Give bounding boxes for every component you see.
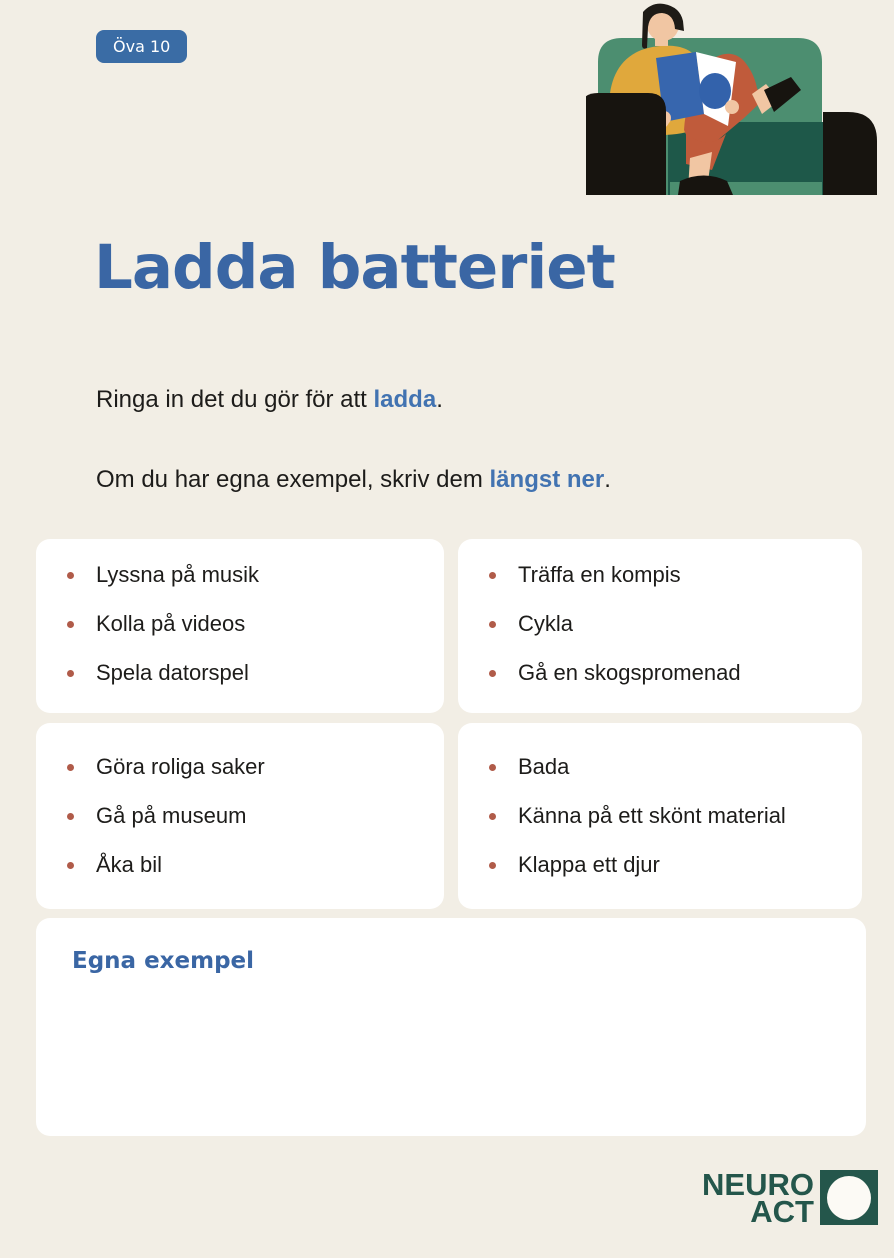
instruction-line-1 xyxy=(96,386,443,414)
instruction-1-keyword: ladda xyxy=(373,386,437,413)
list-item-label: Gå en skogspromenad xyxy=(518,660,741,686)
instruction-2-keyword: längst ner xyxy=(489,466,605,493)
list-item xyxy=(96,755,434,779)
list-item-label: Klappa ett djur xyxy=(518,852,660,878)
list-item xyxy=(518,563,852,587)
list-item-label: Gå på museum xyxy=(96,803,247,829)
logo-line-2: ACT xyxy=(750,1193,814,1229)
activity-card-3 xyxy=(36,723,444,909)
own-examples-card xyxy=(36,918,866,1136)
list-item-label: Cykla xyxy=(518,611,574,637)
list-item-label: Känna på ett skönt material xyxy=(518,803,786,829)
own-examples-writing-area xyxy=(36,990,866,1136)
list-item xyxy=(96,853,434,877)
activity-card-1 xyxy=(36,539,444,713)
list-item xyxy=(518,804,852,828)
neuroact-logo-mark-icon xyxy=(820,1170,878,1225)
list-item-label: Spela datorspel xyxy=(96,660,249,686)
list-item-label: Träffa en kompis xyxy=(518,562,681,587)
bullet-dot xyxy=(67,670,74,677)
activity-card-4 xyxy=(458,723,862,909)
instruction-line-2 xyxy=(96,466,611,494)
list-item-label: Åka bil xyxy=(96,852,163,878)
list-item xyxy=(518,661,852,685)
instruction-1-pre: Ringa in det du gör för att xyxy=(96,386,374,413)
list-item xyxy=(518,853,852,877)
logo-circle-icon xyxy=(827,1176,871,1220)
list-item xyxy=(518,612,852,636)
instruction-2-post: . xyxy=(604,466,611,493)
neuroact-logo xyxy=(702,1167,878,1229)
activity-list-4 xyxy=(458,723,862,878)
bullet-dot xyxy=(489,572,496,579)
page-title: Ladda batteriet xyxy=(94,232,615,303)
instruction-1-post: . xyxy=(436,386,443,413)
reading-on-sofa-illustration xyxy=(586,0,886,195)
list-item-label: Kolla på videos xyxy=(96,611,246,637)
list-item xyxy=(96,661,434,685)
bullet-dot xyxy=(489,813,496,820)
bullet-dot xyxy=(489,764,496,771)
sofa-illustration-svg xyxy=(586,0,886,195)
list-item-label: Göra roliga saker xyxy=(96,754,265,779)
list-item xyxy=(518,755,852,779)
logo-line-1: NEURO xyxy=(702,1167,814,1202)
bullet-dot xyxy=(67,862,74,869)
bullet-dot xyxy=(67,572,74,579)
bullet-dot xyxy=(67,764,74,771)
bullet-dot xyxy=(67,813,74,820)
list-item xyxy=(96,612,434,636)
activity-list-1 xyxy=(36,539,444,686)
own-examples-title: Egna exempel xyxy=(72,948,255,974)
exercise-badge: Öva 10 xyxy=(96,30,187,63)
activity-list-2 xyxy=(458,539,862,686)
bullet-dot xyxy=(489,670,496,677)
list-item-label: Bada xyxy=(518,754,570,779)
activity-card-2 xyxy=(458,539,862,713)
list-item xyxy=(96,804,434,828)
bullet-dot xyxy=(67,621,74,628)
list-item xyxy=(96,563,434,587)
activity-list-3 xyxy=(36,723,444,878)
bullet-dot xyxy=(489,862,496,869)
bullet-dot xyxy=(489,621,496,628)
neuroact-logo-text xyxy=(702,1167,814,1229)
instruction-2-pre: Om du har egna exempel, skriv dem xyxy=(96,466,490,493)
list-item-label: Lyssna på musik xyxy=(96,562,260,587)
